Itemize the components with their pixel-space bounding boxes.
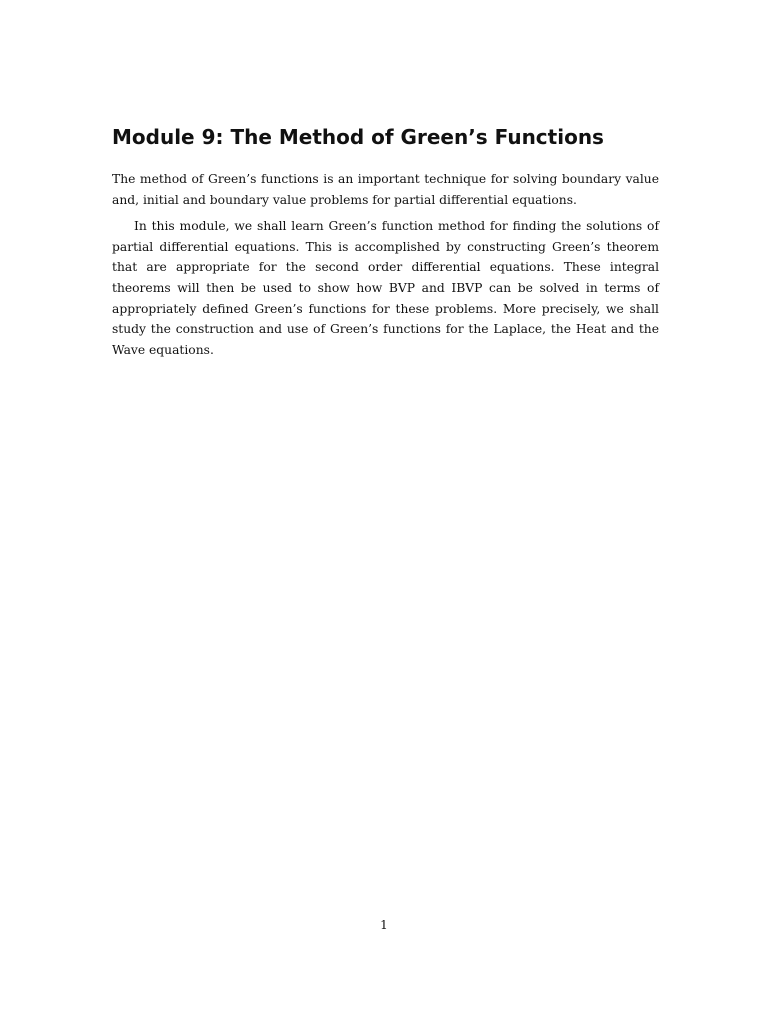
intro-paragraph-2: In this module, we shall learn Green’s function method for finding the solutions of partial differential equations. This is accomplished by constructing Green’s theorem that are appropriate for the second order differential equations. These integral theorems will then be used to show how BVP and IBVP can be solved in terms of appropriately defined Green’s functions for these problems. More precisely, we shall study the construction and use of Green’s functions for the Laplace, the Heat and the Wave equations. — [112, 219, 659, 357]
module-introduction — [112, 169, 659, 360]
intro-paragraph-1: The method of Green’s functions is an important technique for solving boundary value and, initial and boundary value problems for partial differential equations. — [112, 172, 659, 207]
page-number: 1 — [380, 918, 388, 932]
module-title: Module 9: The Method of Green’s Functions — [112, 125, 604, 149]
